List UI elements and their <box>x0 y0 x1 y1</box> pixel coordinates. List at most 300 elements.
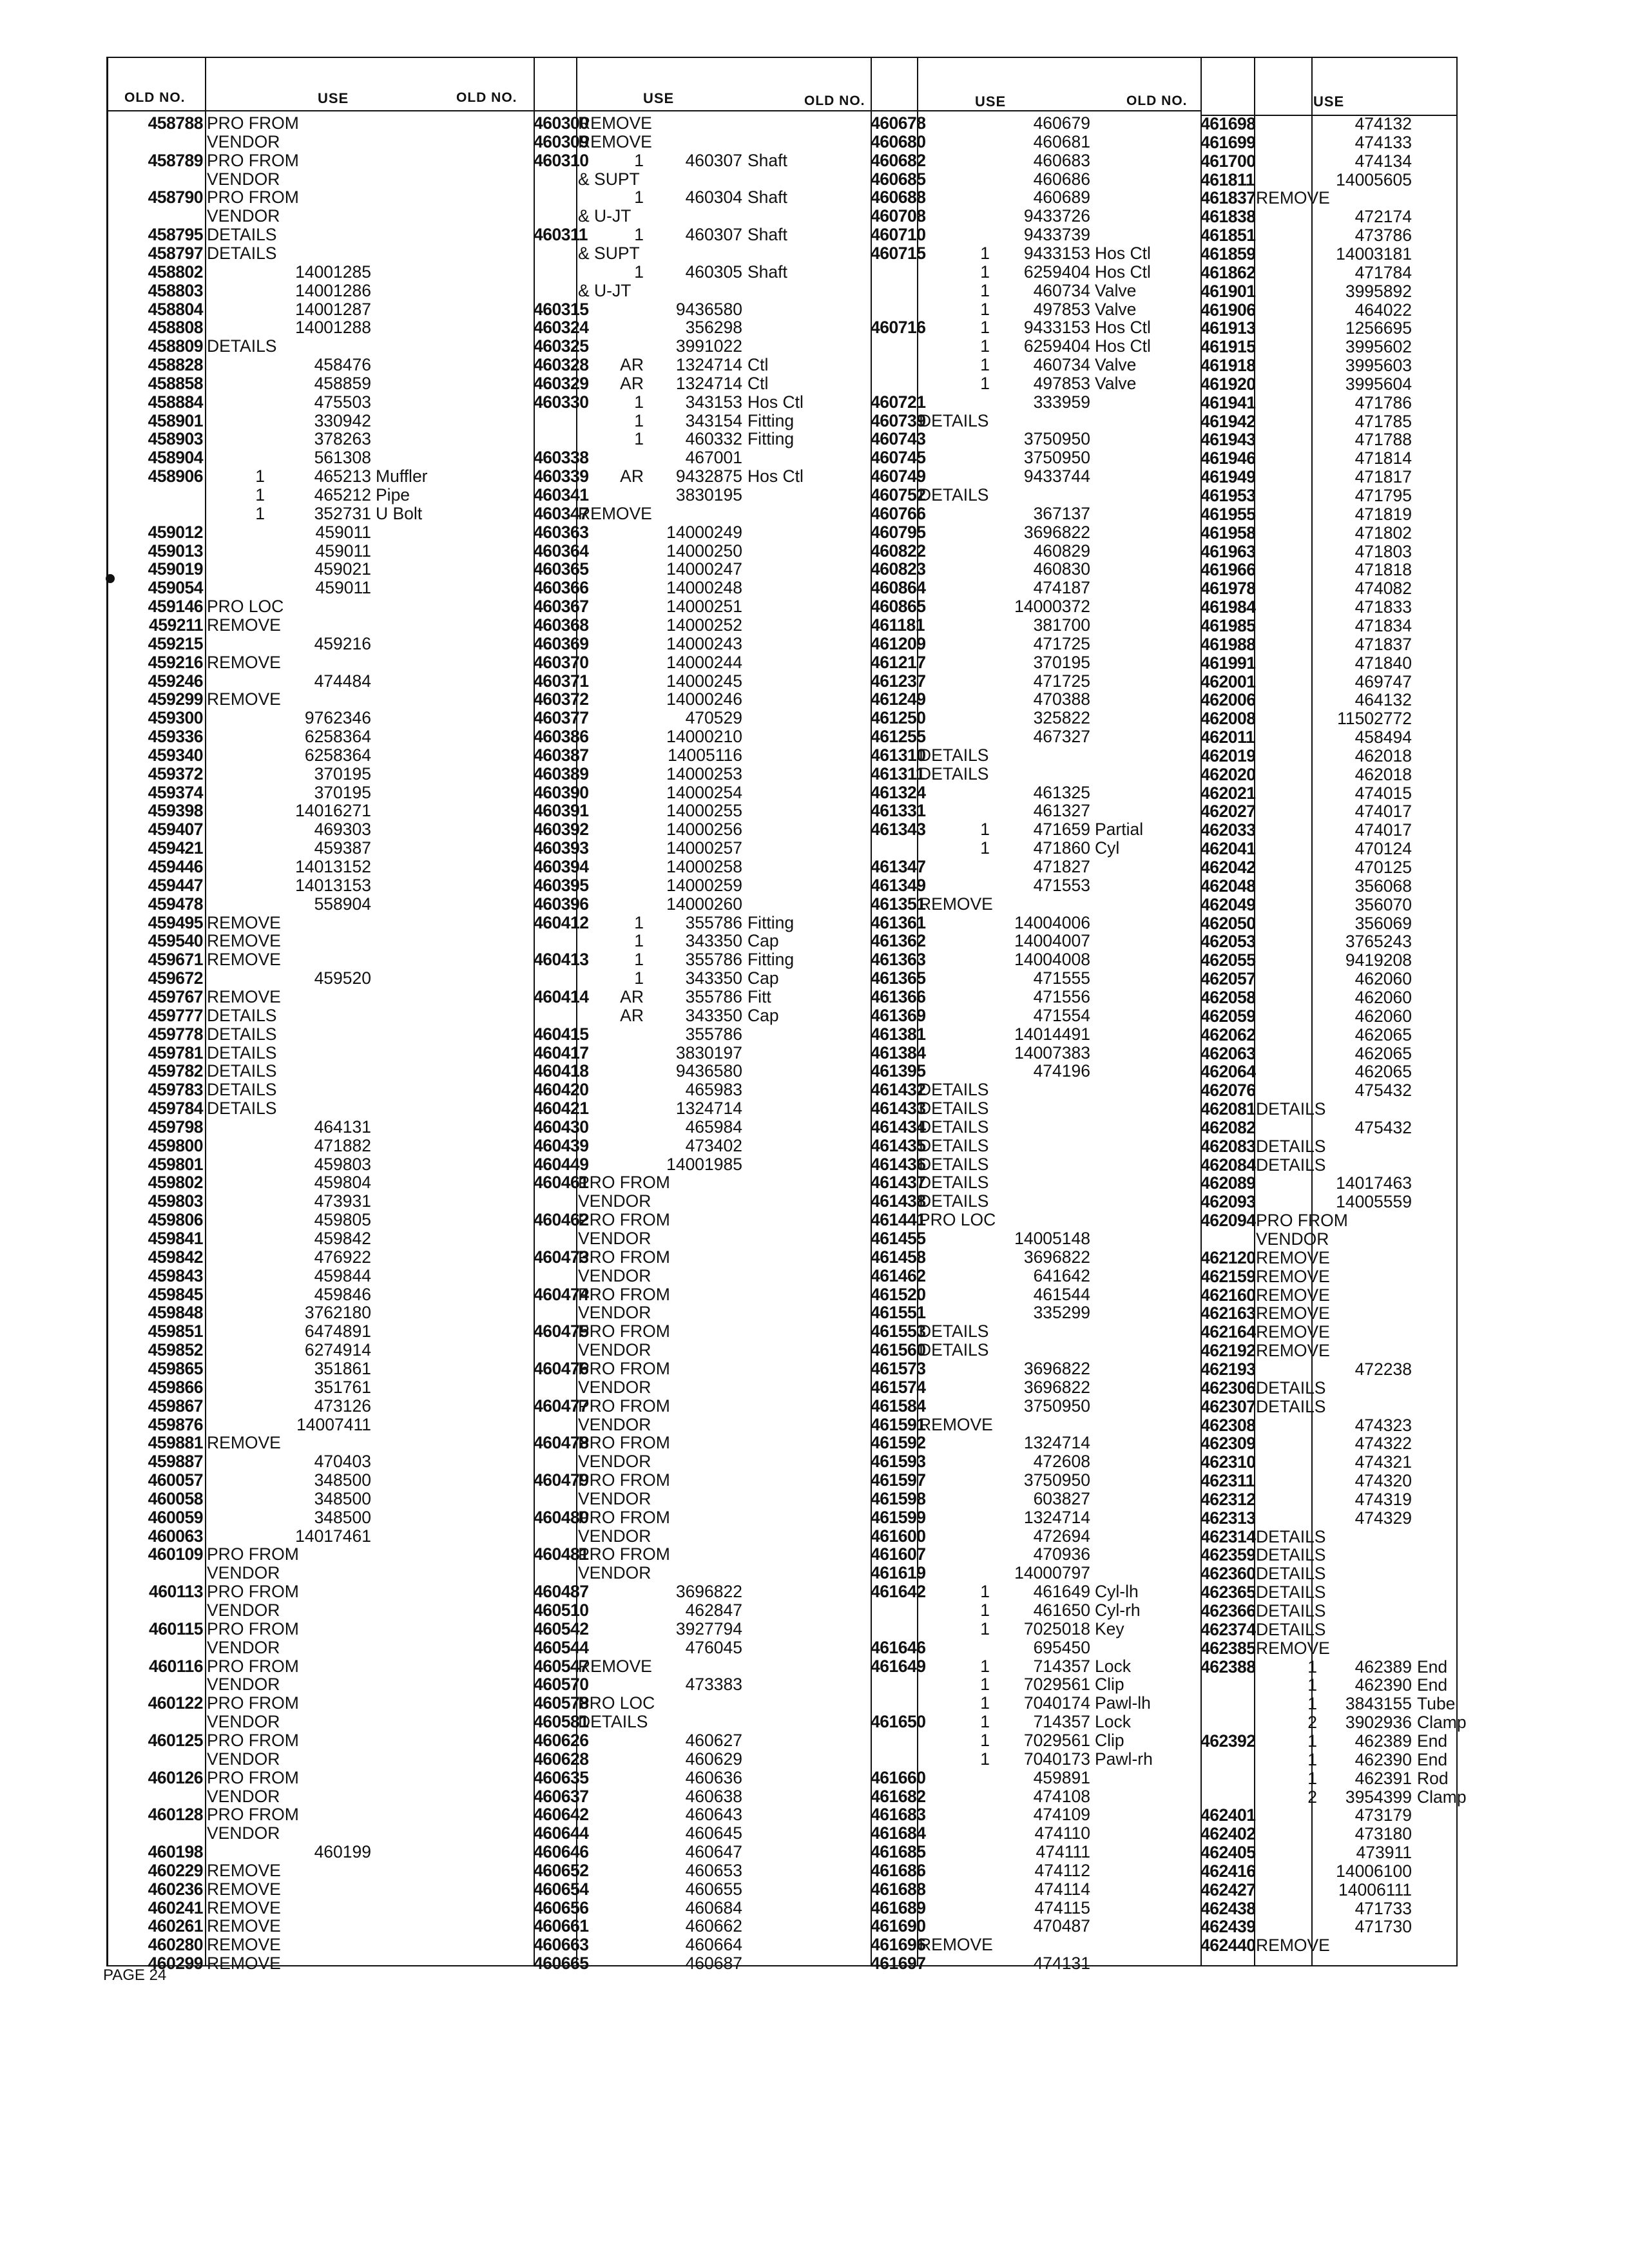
old-number: 460415 <box>534 1024 589 1044</box>
table-row <box>108 1341 1456 1360</box>
new-part-number: 471817 <box>1354 467 1412 487</box>
quantity: 1 <box>634 150 644 170</box>
old-number: 462057 <box>1200 969 1256 989</box>
new-part-number: 464131 <box>314 1117 371 1137</box>
table-row <box>108 951 1456 970</box>
old-number: 462089 <box>1200 1173 1256 1193</box>
new-part-number: 471834 <box>1354 615 1412 635</box>
new-part-number: 14000243 <box>666 633 742 653</box>
old-number: 461906 <box>1200 300 1256 320</box>
new-part-number: 333959 <box>1033 392 1090 412</box>
old-number: 461689 <box>871 1898 926 1917</box>
header-use: USE <box>1313 93 1345 110</box>
old-number: 458858 <box>148 373 203 393</box>
use-text: PRO FROM <box>1256 1211 1348 1231</box>
old-number: 460299 <box>148 1954 203 1974</box>
new-part-number: 474133 <box>1354 132 1412 152</box>
new-part-number: 14006111 <box>1338 1879 1412 1899</box>
table-row <box>108 579 1456 598</box>
use-text: REMOVE <box>207 1433 281 1453</box>
old-number: 460663 <box>534 1935 589 1955</box>
new-part-number: 473180 <box>1354 1824 1412 1844</box>
new-part-number: 469303 <box>314 820 371 840</box>
use-text: PRO FROM <box>578 1247 670 1267</box>
part-description: Cap <box>747 931 779 951</box>
new-part-number: 9432875 <box>675 466 742 486</box>
new-part-number: 467327 <box>1033 727 1090 747</box>
old-number: 460367 <box>534 597 589 617</box>
old-number: 460480 <box>534 1507 589 1527</box>
use-text: REMOVE <box>919 894 993 914</box>
use-text: PRO LOC <box>578 1693 655 1713</box>
new-part-number: 459387 <box>314 838 371 858</box>
new-part-number: 14005116 <box>668 745 742 765</box>
new-part-number: 3762180 <box>304 1303 371 1323</box>
new-part-number: 14017461 <box>295 1526 371 1546</box>
old-number: 460363 <box>534 522 589 542</box>
quantity: 1 <box>980 1749 990 1769</box>
table-row <box>108 877 1456 896</box>
old-number: 461311 <box>871 764 925 783</box>
quantity: 1 <box>634 950 644 970</box>
new-part-number: 474322 <box>1354 1434 1412 1454</box>
new-part-number: 1324714 <box>1023 1433 1090 1453</box>
new-part-number: 471802 <box>1354 523 1412 543</box>
quantity: 1 <box>980 299 990 319</box>
new-part-number: 3954399 <box>1345 1787 1412 1807</box>
new-part-number: 473786 <box>1354 226 1412 245</box>
table-row <box>108 1211 1456 1230</box>
part-description: Clamp <box>1417 1713 1467 1733</box>
part-description: Clip <box>1095 1675 1124 1695</box>
table-row <box>108 412 1456 431</box>
use-text: DETAILS <box>919 1191 989 1211</box>
old-number: 460420 <box>534 1080 589 1100</box>
table-row <box>108 1954 1456 1973</box>
new-part-number: 464022 <box>1354 300 1412 320</box>
old-number: 459374 <box>148 782 203 802</box>
use-text: REMOVE <box>1256 1285 1330 1305</box>
old-number: 460680 <box>871 131 926 151</box>
old-number: 462385 <box>1200 1638 1256 1658</box>
new-part-number: 471827 <box>1033 857 1090 876</box>
new-part-number: 14000245 <box>666 671 742 691</box>
new-part-number: 462065 <box>1354 1062 1412 1082</box>
part-description: Valve <box>1095 355 1137 375</box>
old-number: 461699 <box>1200 132 1256 152</box>
table-row <box>108 1602 1456 1620</box>
table-row <box>108 1434 1456 1453</box>
part-description: Pipe <box>376 485 410 505</box>
new-part-number: 343350 <box>685 1005 742 1025</box>
old-number: 459447 <box>148 875 203 895</box>
part-description: Fitting <box>747 429 795 449</box>
old-number: 459215 <box>148 633 203 653</box>
new-part-number: 459011 <box>315 522 371 542</box>
old-number: 460058 <box>148 1488 203 1508</box>
table-row <box>108 1732 1456 1751</box>
use-text: PRO FROM <box>578 1358 670 1378</box>
use-text: DETAILS <box>1256 1378 1326 1398</box>
table-row <box>108 988 1456 1007</box>
new-part-number: 474110 <box>1034 1823 1090 1843</box>
use-text: REMOVE <box>207 1935 281 1955</box>
part-description: Key <box>1095 1619 1124 1639</box>
old-number: 462440 <box>1200 1936 1256 1956</box>
new-part-number: 7029561 <box>1023 1675 1090 1695</box>
use-text: REMOVE <box>207 986 281 1006</box>
new-part-number: 460199 <box>314 1842 371 1862</box>
part-description: Cyl <box>1095 838 1120 858</box>
old-number: 462439 <box>1200 1917 1256 1937</box>
use-text: VENDOR <box>207 169 280 189</box>
old-number: 461361 <box>871 912 926 932</box>
table-row <box>108 1676 1456 1695</box>
table-row <box>108 1304 1456 1323</box>
part-description: Shaft <box>747 187 787 207</box>
new-part-number: 356069 <box>1354 913 1412 933</box>
use-text: DETAILS <box>919 1173 989 1193</box>
old-number: 460544 <box>534 1637 589 1657</box>
new-part-number: 6259404 <box>1023 336 1090 356</box>
use-text: REMOVE <box>207 689 281 709</box>
table-row <box>108 189 1456 207</box>
new-part-number: 472174 <box>1354 207 1412 227</box>
new-part-number: 459846 <box>314 1284 371 1304</box>
new-part-number: 460332 <box>685 429 742 449</box>
use-text: VENDOR <box>578 1377 651 1397</box>
table-row <box>108 1917 1456 1936</box>
new-part-number: 471795 <box>1354 486 1412 505</box>
old-number: 460392 <box>534 820 589 840</box>
use-text: REMOVE <box>1256 188 1330 208</box>
table-row <box>108 1062 1456 1081</box>
new-part-number: 1324714 <box>675 373 742 393</box>
old-number: 460369 <box>534 633 589 653</box>
old-number: 462021 <box>1200 783 1256 803</box>
old-number: 460125 <box>148 1730 203 1750</box>
old-number: 462084 <box>1200 1155 1256 1175</box>
old-number: 462366 <box>1200 1601 1256 1620</box>
old-number: 461384 <box>871 1043 926 1062</box>
part-description: Ctl <box>747 373 769 393</box>
new-part-number: 3750950 <box>1023 1396 1090 1416</box>
new-part-number: 474132 <box>1354 114 1412 133</box>
new-part-number: 348500 <box>314 1470 371 1490</box>
page-number: PAGE 24 <box>103 1966 167 1984</box>
table-row <box>108 1490 1456 1509</box>
quantity: 1 <box>980 820 990 840</box>
new-part-number: 14000250 <box>666 541 742 561</box>
new-part-number: 473911 <box>1356 1843 1412 1863</box>
new-part-number: 714357 <box>1033 1656 1090 1676</box>
old-number: 460325 <box>534 336 589 356</box>
new-part-number: 476045 <box>685 1637 742 1657</box>
old-number: 461978 <box>1200 579 1256 599</box>
old-number: 460439 <box>534 1135 589 1155</box>
new-part-number: 459520 <box>314 968 371 988</box>
table-row <box>108 914 1456 933</box>
new-part-number: 1324714 <box>675 1099 742 1119</box>
old-number: 460389 <box>534 764 589 783</box>
old-number: 461438 <box>871 1191 926 1211</box>
old-number: 460229 <box>148 1860 203 1880</box>
quantity: 1 <box>980 1600 990 1620</box>
new-part-number: 471556 <box>1033 986 1090 1006</box>
old-number: 460628 <box>534 1749 589 1769</box>
new-part-number: 352731 <box>314 503 371 523</box>
table-row <box>108 1472 1456 1490</box>
old-number: 460315 <box>534 299 589 319</box>
old-number: 460462 <box>534 1210 589 1230</box>
new-part-number: 14000251 <box>666 597 742 617</box>
new-part-number: 459844 <box>314 1265 371 1285</box>
new-part-number: 471733 <box>1354 1898 1412 1918</box>
use-text: REMOVE <box>1256 1266 1330 1286</box>
table-row <box>108 505 1456 524</box>
use-text: VENDOR <box>1256 1229 1329 1249</box>
new-part-number: 14000244 <box>666 652 742 672</box>
new-part-number: 3830195 <box>675 485 742 505</box>
old-number: 461946 <box>1200 448 1256 468</box>
quantity: 1 <box>980 336 990 356</box>
old-number: 460338 <box>534 448 589 468</box>
old-number: 459478 <box>148 894 203 914</box>
old-number: 462053 <box>1200 932 1256 952</box>
new-part-number: 14003181 <box>1336 244 1412 264</box>
new-part-number: 561308 <box>314 448 371 468</box>
old-number: 460372 <box>534 689 589 709</box>
part-description: Valve <box>1095 299 1137 319</box>
old-number: 462310 <box>1200 1452 1256 1472</box>
new-part-number: 378263 <box>314 429 371 449</box>
new-part-number: 475432 <box>1354 1081 1412 1100</box>
old-number: 461901 <box>1200 281 1256 301</box>
new-part-number: 3750950 <box>1023 1470 1090 1490</box>
quantity: AR <box>620 355 644 375</box>
new-part-number: 459805 <box>314 1210 371 1230</box>
old-number: 460390 <box>534 782 589 802</box>
old-number: 458790 <box>148 187 203 207</box>
table-row <box>108 1249 1456 1267</box>
old-number: 461988 <box>1200 634 1256 654</box>
use-text: REMOVE <box>207 912 281 932</box>
new-part-number: 351861 <box>314 1358 371 1378</box>
use-text: VENDOR <box>578 1303 651 1323</box>
new-part-number: 356070 <box>1354 894 1412 914</box>
use-text: PRO FROM <box>207 1805 299 1825</box>
header-old-no: OLD NO. <box>804 93 865 108</box>
use-text: DETAILS <box>207 1099 277 1119</box>
old-number: 462427 <box>1200 1879 1256 1899</box>
use-text: VENDOR <box>207 1675 280 1695</box>
new-part-number: 459021 <box>314 559 371 579</box>
new-part-number: 7029561 <box>1023 1730 1090 1750</box>
new-part-number: 471837 <box>1354 634 1412 654</box>
old-number: 460418 <box>534 1061 589 1081</box>
table-row <box>108 468 1456 486</box>
old-number: 461591 <box>871 1414 926 1434</box>
old-number: 459852 <box>148 1340 203 1360</box>
new-part-number: 6258364 <box>304 745 371 765</box>
old-number: 460365 <box>534 559 589 579</box>
old-number: 461838 <box>1200 207 1256 227</box>
old-number: 461650 <box>871 1712 926 1732</box>
old-number: 462062 <box>1200 1024 1256 1044</box>
old-number: 461697 <box>871 1954 926 1974</box>
use-text: DETAILS <box>578 1712 648 1732</box>
old-number: 462055 <box>1200 950 1256 970</box>
old-number: 462314 <box>1200 1526 1256 1546</box>
old-number: 460113 <box>149 1582 203 1602</box>
new-part-number: 474015 <box>1354 783 1412 803</box>
new-part-number: 14000248 <box>666 578 742 598</box>
table-row <box>108 1787 1467 1807</box>
table-row <box>108 654 1456 673</box>
old-number: 461918 <box>1200 356 1256 376</box>
table-row <box>108 1081 1456 1100</box>
new-part-number: 14005605 <box>1336 169 1412 189</box>
part-description: Hos Ctl <box>747 466 804 486</box>
table-row <box>108 1639 1456 1658</box>
old-number: 461920 <box>1200 374 1256 394</box>
old-number: 461686 <box>871 1860 926 1880</box>
old-number: 459495 <box>148 912 203 932</box>
old-number: 461690 <box>871 1916 926 1936</box>
quantity: 1 <box>634 968 644 988</box>
table-row <box>108 1453 1456 1472</box>
table-row <box>108 264 1456 282</box>
old-number: 461685 <box>871 1842 926 1862</box>
quantity: 2 <box>1307 1787 1317 1807</box>
old-number: 461966 <box>1200 560 1256 580</box>
old-number: 461991 <box>1200 653 1256 673</box>
new-part-number: 459011 <box>315 578 371 598</box>
table-row <box>108 1230 1456 1249</box>
old-number: 460386 <box>534 727 589 747</box>
new-part-number: 473179 <box>1354 1805 1412 1825</box>
old-number: 459012 <box>148 522 203 542</box>
new-part-number: 14000254 <box>666 782 742 802</box>
use-text: PRO LOC <box>207 597 284 617</box>
old-number: 461949 <box>1200 467 1256 487</box>
old-number: 461649 <box>871 1656 926 1676</box>
old-number: 459802 <box>148 1173 203 1193</box>
new-part-number: 6258364 <box>304 727 371 747</box>
quantity: 1 <box>980 280 990 300</box>
table-row <box>108 840 1456 858</box>
table-row <box>108 1398 1456 1416</box>
new-part-number: 470125 <box>1354 858 1412 877</box>
use-text: PRO FROM <box>578 1507 670 1527</box>
use-text: VENDOR <box>207 1786 280 1806</box>
old-number: 459211 <box>149 615 203 635</box>
new-part-number: 460687 <box>685 1954 742 1974</box>
old-number: 460128 <box>148 1805 203 1825</box>
old-number: 462392 <box>1200 1731 1256 1751</box>
old-number: 460823 <box>871 559 926 579</box>
old-number: 459300 <box>148 708 203 728</box>
table-row <box>108 747 1456 765</box>
old-number: 462416 <box>1200 1861 1256 1881</box>
old-number: 461851 <box>1200 226 1256 245</box>
new-part-number: 3696822 <box>1023 1358 1090 1378</box>
old-number: 460377 <box>534 708 589 728</box>
part-description: Fitt <box>747 986 771 1006</box>
old-number: 459407 <box>148 820 203 840</box>
old-number: 462159 <box>1200 1266 1256 1286</box>
part-description: Hos Ctl <box>1095 318 1151 338</box>
use-text: DETAILS <box>1256 1545 1326 1565</box>
use-text: & SUPT <box>578 169 640 189</box>
new-part-number: 370195 <box>314 782 371 802</box>
old-number: 459146 <box>148 597 203 617</box>
new-part-number: 471814 <box>1354 448 1412 468</box>
new-part-number: 461325 <box>1033 782 1090 802</box>
old-number: 460743 <box>871 429 926 449</box>
use-text: REMOVE <box>1256 1303 1330 1323</box>
part-description: Ctl <box>747 355 769 375</box>
new-part-number: 460653 <box>685 1860 742 1880</box>
new-part-number: 3765243 <box>1345 932 1412 952</box>
use-text: DETAILS <box>1256 1396 1326 1416</box>
old-number: 460685 <box>871 169 926 189</box>
old-number: 461553 <box>871 1321 926 1341</box>
table-row <box>108 338 1456 356</box>
new-part-number: 497853 <box>1033 299 1090 319</box>
new-part-number: 14000258 <box>666 857 742 876</box>
table-row <box>108 1843 1456 1862</box>
new-part-number: 462389 <box>1354 1731 1412 1751</box>
new-part-number: 458494 <box>1354 727 1412 747</box>
new-part-number: 3995892 <box>1345 281 1412 301</box>
old-number: 461365 <box>871 968 926 988</box>
new-part-number: 9433153 <box>1023 243 1090 263</box>
quantity: 1 <box>634 429 644 449</box>
old-number: 460311 <box>534 225 588 245</box>
old-number: 459841 <box>148 1229 203 1248</box>
old-number: 460487 <box>534 1582 589 1602</box>
quantity: 1 <box>980 373 990 393</box>
old-number: 462041 <box>1200 839 1256 859</box>
old-number: 460371 <box>534 671 589 691</box>
old-number: 459778 <box>148 1024 203 1044</box>
quantity: 1 <box>1307 1731 1317 1751</box>
new-part-number: 14000249 <box>666 522 742 542</box>
new-part-number: 460683 <box>1033 150 1090 170</box>
old-number: 460721 <box>871 392 926 412</box>
new-part-number: 14001286 <box>295 280 371 300</box>
old-number: 462006 <box>1200 690 1256 710</box>
old-number: 460644 <box>534 1823 589 1843</box>
old-number: 460739 <box>871 410 926 430</box>
old-number: 461551 <box>871 1303 926 1323</box>
table-row <box>108 1695 1456 1713</box>
old-number: 460366 <box>534 578 589 598</box>
new-part-number: 3995603 <box>1345 356 1412 376</box>
use-text: PRO FROM <box>578 1433 670 1453</box>
old-number: 461343 <box>871 820 926 840</box>
use-text: REMOVE <box>1256 1638 1330 1658</box>
new-part-number: 460681 <box>1033 131 1090 151</box>
use-text: PRO FROM <box>207 1582 299 1602</box>
part-description: Shaft <box>747 150 787 170</box>
use-text: PRO FROM <box>207 1544 299 1564</box>
new-part-number: 472238 <box>1354 1359 1412 1379</box>
quantity: 1 <box>980 243 990 263</box>
use-text: DETAILS <box>919 410 989 430</box>
new-part-number: 461650 <box>1033 1600 1090 1620</box>
